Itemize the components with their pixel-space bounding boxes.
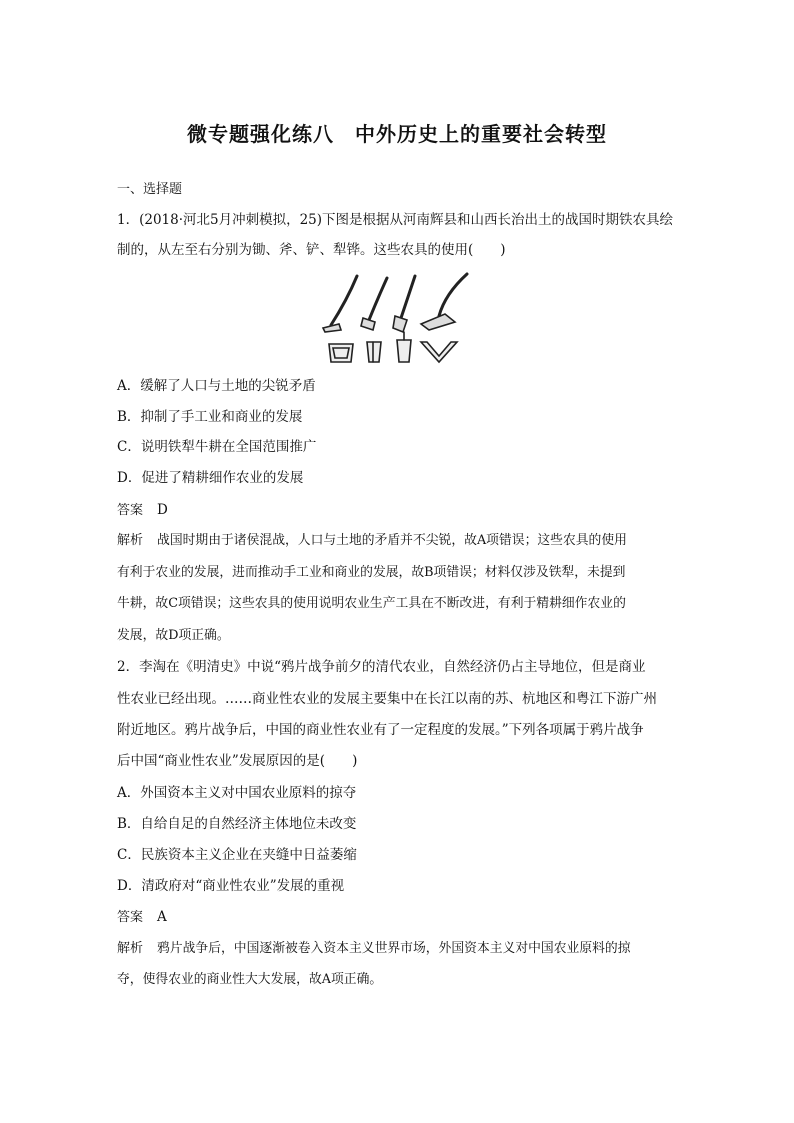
q2-option-c: C．民族资本主义企业在夹缝中日益萎缩	[117, 847, 357, 863]
answer-value: D	[157, 502, 168, 518]
q1-analysis-line-4: 发展，故D项正确。	[117, 628, 230, 643]
axe-icon	[369, 278, 387, 320]
q2-option-d: D．清政府对“商业性农业”发展的重视	[117, 878, 345, 894]
q1-option-a: A．缓解了人口与土地的尖锐矛盾	[117, 378, 316, 394]
q2-stem-line-4: 后中国“商业性农业”发展原因的是( )	[117, 753, 358, 769]
answer-label: 答案	[117, 503, 144, 518]
q2-option-a: A．外国资本主义对中国农业原料的掠夺	[117, 785, 357, 801]
q2-stem-line-3: 附近地区。鸦片战争后，中国的商业性农业有了一定程度的发展。”下列各项属于鸦片战争	[117, 722, 644, 738]
q1-analysis-line-2: 有利于农业的发展，进而推动手工业和商业的发展，故B项错误；材料仅涉及铁犁，未提到	[117, 565, 626, 580]
q2-analysis-line-1	[117, 939, 677, 959]
analysis-text: 鸦片战争后，中国逐渐被卷入资本主义世界市场，外国资本主义对中国农业原料的掠	[157, 941, 631, 956]
q2-stem-line-1: 2．李淘在《明清史》中说“鸦片战争前夕的清代农业，自然经济仍占主导地位，但是商业	[117, 659, 646, 675]
ploughshare-icon	[439, 274, 467, 316]
q1-stem-line-2: 制的，从左至右分别为锄、斧、铲、犁铧。这些农具的使用( )	[117, 242, 506, 258]
q1-answer	[117, 500, 677, 521]
answer-value: A	[157, 909, 167, 925]
analysis-text: 战国时期由于诸侯混战，人口与土地的矛盾并不尖锐，故A项错误；这些农具的使用	[157, 533, 627, 548]
hoe-icon	[331, 276, 357, 325]
q2-answer	[117, 907, 677, 928]
analysis-label: 解析	[117, 533, 144, 548]
q1-option-b: B．抑制了手工业和商业的发展	[117, 409, 303, 425]
q1-option-c: C．说明铁犁牛耕在全国范围推广	[117, 439, 317, 455]
q1-option-d: D．促进了精耕细作农业的发展	[117, 470, 304, 486]
page-title: 微专题强化练八 中外历史上的重要社会转型	[187, 122, 607, 146]
q1-analysis-line-1	[117, 531, 677, 551]
q2-option-b: B．自给自足的自然经济主体地位未改变	[117, 816, 357, 832]
q1-analysis-line-3: 牛耕，故C项错误；这些农具的使用说明农业生产工具在不断改进，有利于精耕细作农业的	[117, 596, 626, 611]
iron-farm-tools-illustration	[317, 270, 477, 370]
spade-icon	[401, 276, 415, 318]
q1-stem-line-1: 1．(2018·河北5月冲刺模拟，25)下图是根据从河南辉县和山西长治出土的战国时期铁农具绘	[117, 212, 674, 228]
q2-analysis-line-2: 夺，使得农业的商业性大大发展，故A项正确。	[117, 972, 383, 987]
section-heading: 一、选择题	[117, 182, 183, 197]
answer-label: 答案	[117, 910, 144, 925]
q2-stem-line-2: 性农业已经出现。……商业性农业的发展主要集中在长江以南的苏、杭地区和粤江下游广州	[117, 691, 657, 707]
analysis-label: 解析	[117, 941, 144, 956]
